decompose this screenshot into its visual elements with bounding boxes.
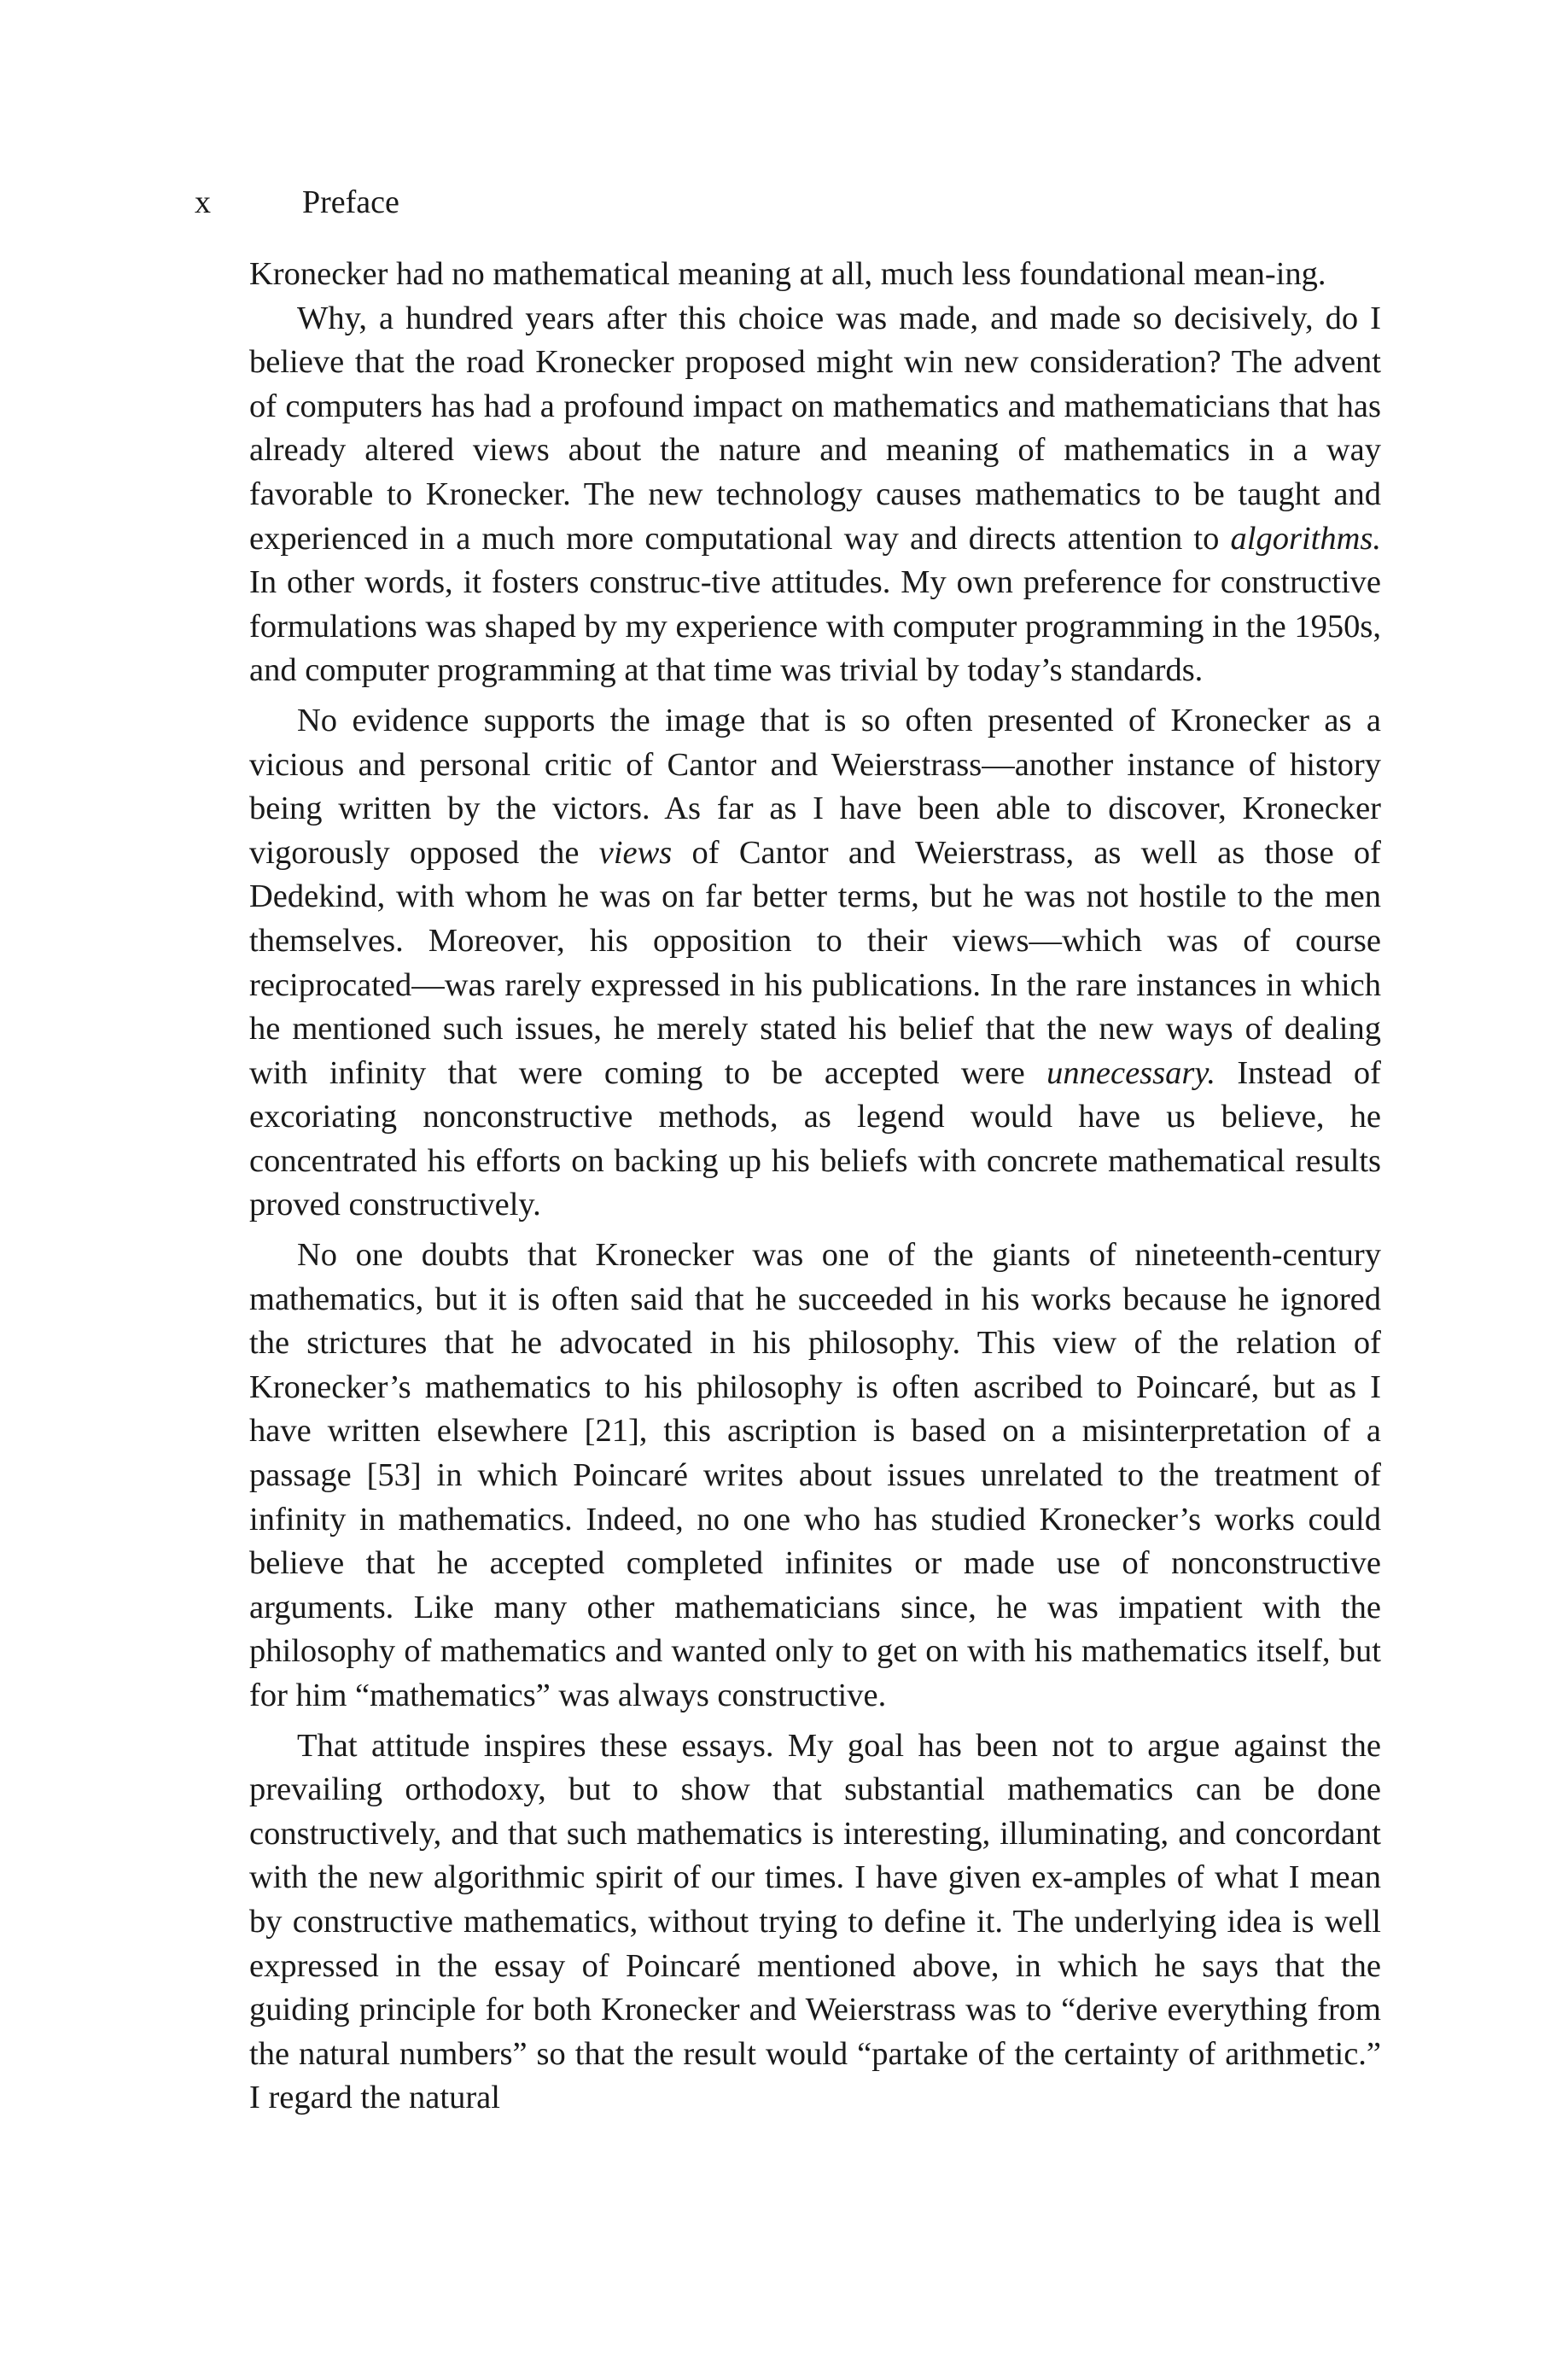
paragraph-3 xyxy=(249,699,1381,1228)
paragraph-2 xyxy=(249,297,1381,693)
paragraph-text: No evidence supports the image that is so often presented of Kronecker as a vicious and personal critic of Cantor and Weierstrass—another instance of history being written by the victors. As far as I have been able to discover, Kronecker vigorously opposed the xyxy=(249,702,1381,871)
paragraph-text: Instead of excoriating nonconstructive methods, as legend would have us believe, he concentrated his efforts on backing up his beliefs with concrete mathematical results proved constructively. xyxy=(249,1054,1381,1223)
paragraph-text: Why, a hundred years after this choice was made, and made so decisively, do I believe that the road Kronecker proposed might win new consideration? The advent of computers has had a profound impact on mathematics and mathematicians that has already altered views about the nature and meaning of mathematics in a way favorable to Kronecker. The new technology causes mathematics to be taught and experienced in a much more computational way and directs attention to xyxy=(249,300,1381,557)
paragraph-text: In other words, it fosters construc-tive attitudes. My own preference for constructive formulations was shaped by my experience with computer programming in the 1950s, and computer programming at that time was trivial by today’s standards. xyxy=(249,564,1381,689)
paragraph-1 xyxy=(249,253,1381,297)
page-number: x xyxy=(195,184,211,220)
paragraph-5 xyxy=(249,1724,1381,2121)
body-text xyxy=(249,253,1381,2121)
emphasis-views: views xyxy=(598,834,673,871)
running-title: Preface xyxy=(302,184,399,220)
paragraph-text: of Cantor and Weierstrass, as well as those of Dedekind, with whom he was on far better terms, but he was not hostile to the men themselves. Moreover, his opposition to their views—which was of course reciprocated—was rarely expressed in his publications. In the rare instances in which he mentioned such issues, he merely stated his belief that the new ways of dealing with infinity that were coming to be accepted were xyxy=(249,834,1381,1091)
running-head xyxy=(195,181,399,224)
paragraph-text: That attitude inspires these essays. My goal has been not to argue against the prevailing orthodoxy, but to show that substantial mathematics can be done constructively, and that such mathematics is interesting, illuminating, and concordant with the new algorithmic spirit of our times. I have given ex-amples of what I mean by constructive mathematics, without trying to define it. The underlying idea is well expressed in the essay of Poincaré mentioned above, in which he says that the guiding principle for both Kronecker and Weierstrass was to “derive everything from the natural numbers” so that the result would “partake of the certainty of arithmetic.” I regard the natural xyxy=(249,1727,1381,2116)
paragraph-text: Kronecker had no mathematical meaning at all, much less foundational mean-ing. xyxy=(249,256,1326,292)
paragraph-4 xyxy=(249,1234,1381,1718)
paragraph-text: No one doubts that Kronecker was one of the giants of nineteenth-century mathematics, but it is often said that he succeeded in his works because he ignored the strictures that he advocated in his philosophy. This view of the relation of Kronecker’s mathematics to his philosophy is often ascribed to Poincaré, but as I have written elsewhere [21], this ascription is based on a misinterpretation of a passage [53] in which Poincaré writes about issues unrelated to the treatment of infinity in mathematics. Indeed, no one who has studied Kronecker’s works could believe that he accepted completed infinites or made use of nonconstructive arguments. Like many other mathematicians since, he was impatient with the philosophy of mathematics and wanted only to get on with his mathematics itself, but for him “mathematics” was always constructive. xyxy=(249,1237,1381,1713)
emphasis-algorithms: algorithms. xyxy=(1230,520,1381,557)
emphasis-unnecessary: unnecessary. xyxy=(1046,1054,1215,1091)
